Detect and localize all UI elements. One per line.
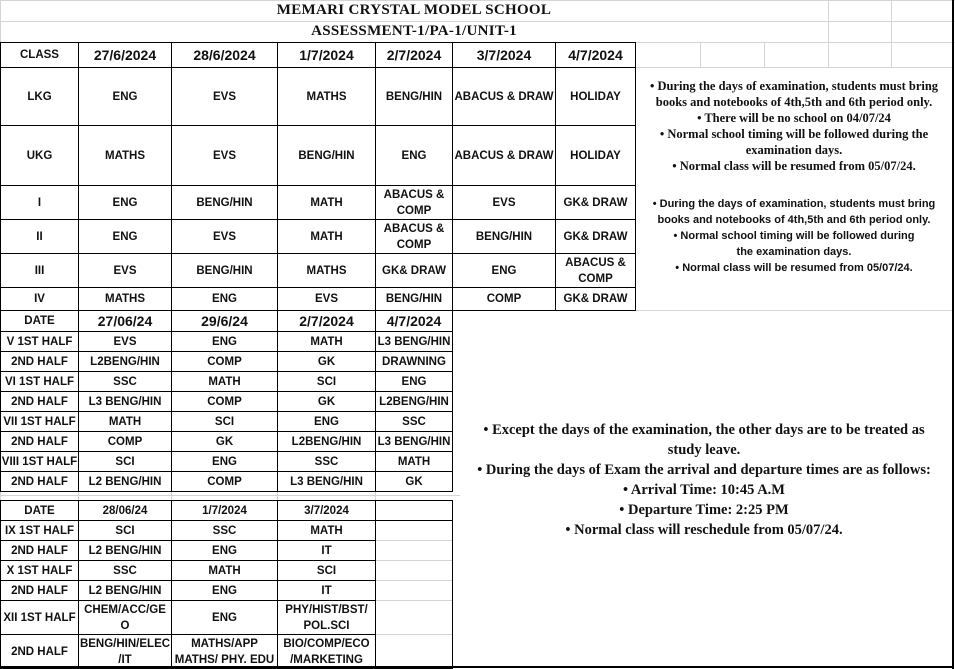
gridline <box>78 491 79 500</box>
subject-cell: MATH <box>78 411 172 432</box>
subject-cell: ENG <box>375 371 453 392</box>
notes-box-border <box>452 520 453 668</box>
notes-primary <box>636 190 952 286</box>
subject-cell: BENG/HIN <box>375 287 453 311</box>
subject-cell: BENG/HIN <box>171 185 278 220</box>
class-label: LKG <box>0 67 79 126</box>
subject-cell: ENG <box>277 411 376 432</box>
subject-cell: L2 BENG/HIN <box>78 540 172 561</box>
subject-cell: GK <box>171 431 278 452</box>
subject-cell: L2BENG/HIN <box>78 351 172 372</box>
class-half-label: V 1ST HALF <box>0 331 79 352</box>
subject-cell: MATHS <box>78 125 172 186</box>
subject-cell: EVS <box>78 331 172 352</box>
class-half-label: 2ND HALF <box>0 351 79 372</box>
subject-cell: BENG/HIN <box>452 219 556 254</box>
subject-cell: ABACUS & COMP <box>555 253 636 288</box>
empty-cell <box>375 500 453 521</box>
class-half-label: VI 1ST HALF <box>0 371 79 392</box>
subject-cell: HOLIDAY <box>555 67 636 126</box>
gridline <box>891 0 892 42</box>
subject-cell: EVS <box>78 253 172 288</box>
subject-cell: ENG <box>375 125 453 186</box>
note-kg-4: • Normal class will be resumed from 05/07/24. <box>672 159 916 173</box>
subject-cell: PHY/HIST/BST/ POL.SCI <box>277 600 376 635</box>
date-header: 28/06/24 <box>78 500 172 521</box>
gridline <box>828 42 829 67</box>
class-label: UKG <box>0 125 79 186</box>
date-header: 4/7/2024 <box>375 310 453 332</box>
subject-cell: GK <box>375 471 453 492</box>
subject-cell: L2 BENG/HIN <box>78 580 172 601</box>
class-half-label: 2ND HALF <box>0 391 79 412</box>
subject-cell: GK& DRAW <box>555 219 636 254</box>
subject-cell: EVS <box>171 67 278 126</box>
empty-column <box>375 520 453 669</box>
subject-cell: BENG/HIN <box>375 67 453 126</box>
note-senior-2: • During the days of Exam the arrival and departure times are as follows: <box>477 462 931 478</box>
subject-cell: MATH <box>277 185 376 220</box>
date-header: 29/6/24 <box>171 310 278 332</box>
subject-cell: SCI <box>277 371 376 392</box>
notes-bottom-border <box>372 666 954 668</box>
subject-cell: SSC <box>277 451 376 472</box>
notes-senior <box>456 412 952 548</box>
subject-cell: HOLIDAY <box>555 125 636 186</box>
class-label: II <box>0 219 79 254</box>
subject-cell: MATHS <box>277 253 376 288</box>
subject-cell: ENG <box>78 219 172 254</box>
subject-cell: SSC <box>375 411 453 432</box>
gridline <box>764 42 765 67</box>
subject-cell: SSC <box>171 520 278 541</box>
class-label: III <box>0 253 79 288</box>
gridline <box>171 491 172 500</box>
subject-cell: EVS <box>171 125 278 186</box>
date-header: 28/6/2024 <box>171 42 278 68</box>
gridline <box>0 21 955 22</box>
subject-cell: MATHS <box>277 67 376 126</box>
subject-cell: MATH <box>277 331 376 352</box>
gridline <box>376 580 452 581</box>
date-header: 1/7/2024 <box>277 42 376 68</box>
class-half-label: 2ND HALF <box>0 634 79 669</box>
subject-cell: ENG <box>171 287 278 311</box>
subject-cell: ENG <box>171 600 278 635</box>
subject-cell: MATHS/APP MATHS/ PHY. EDU <box>171 634 278 669</box>
subject-cell: MATH <box>375 451 453 472</box>
subject-cell: GK& DRAW <box>375 253 453 288</box>
subject-cell: SSC <box>78 560 172 581</box>
class-label: IV <box>0 287 79 311</box>
subject-cell: MATH <box>277 520 376 541</box>
class-half-label: X 1ST HALF <box>0 560 79 581</box>
gridline <box>376 634 452 635</box>
subject-cell: EVS <box>171 219 278 254</box>
date-label: DATE <box>0 500 79 521</box>
gridline <box>277 491 278 500</box>
subject-cell: ABACUS & COMP <box>375 185 453 220</box>
date-label: DATE <box>0 310 79 332</box>
assessment-title: ASSESSMENT-1/PA-1/UNIT-1 <box>311 23 517 39</box>
gridline <box>376 560 452 561</box>
subject-cell: BENG/HIN <box>277 125 376 186</box>
class-half-label: IX 1ST HALF <box>0 520 79 541</box>
note-primary-2: • Normal school timing will be followed during the examination days. <box>673 230 915 258</box>
date-header: 1/7/2024 <box>171 500 278 521</box>
subject-cell: ABACUS & COMP <box>375 219 453 254</box>
date-header: 2/7/2024 <box>375 42 453 68</box>
subject-cell: GK& DRAW <box>555 185 636 220</box>
subject-cell: SSC <box>78 371 172 392</box>
date-header: 3/7/2024 <box>277 500 376 521</box>
page-right-border <box>952 0 954 669</box>
subject-cell: SCI <box>171 411 278 432</box>
gridline <box>376 540 452 541</box>
gridline <box>376 600 452 601</box>
note-senior-3: • Arrival Time: 10:45 A.M <box>622 482 785 498</box>
subject-cell: BENG/HIN <box>171 253 278 288</box>
subject-cell: BENG/HIN/ELEC /IT <box>78 634 172 669</box>
subject-cell: IT <box>277 540 376 561</box>
class-half-label: XII 1ST HALF <box>0 600 79 635</box>
date-header: 3/7/2024 <box>452 42 556 68</box>
gridline <box>0 495 460 496</box>
subject-cell: ENG <box>78 185 172 220</box>
subject-cell: SCI <box>78 520 172 541</box>
note-kg-2: • There will be no school on 04/07/24 <box>697 111 891 125</box>
class-half-label: VII 1ST HALF <box>0 411 79 432</box>
gridline <box>828 0 829 42</box>
school-name: MEMARI CRYSTAL MODEL SCHOOL <box>276 2 552 18</box>
class-half-label: 2ND HALF <box>0 580 79 601</box>
class-header: CLASS <box>0 42 79 68</box>
subject-cell: ENG <box>78 67 172 126</box>
subject-cell: ENG <box>171 540 278 561</box>
subject-cell: EVS <box>452 185 556 220</box>
subject-cell: MATHS <box>78 287 172 311</box>
note-senior-1: • Except the days of the examination, the other days are to be treated as study leave. <box>483 422 925 458</box>
subject-cell: L3 BENG/HIN <box>78 391 172 412</box>
subject-cell: L2BENG/HIN <box>375 391 453 412</box>
gridline <box>0 0 955 1</box>
subject-cell: COMP <box>78 431 172 452</box>
subject-cell: GK <box>277 351 376 372</box>
subject-cell: COMP <box>452 287 556 311</box>
gridline <box>891 42 892 67</box>
subject-cell: GK& DRAW <box>555 287 636 311</box>
subject-cell: ENG <box>171 451 278 472</box>
subject-cell: L2 BENG/HIN <box>78 471 172 492</box>
note-primary-3: • Normal class will be resumed from 05/07/24. <box>675 262 913 274</box>
class-half-label: VIII 1ST HALF <box>0 451 79 472</box>
subject-cell: GK <box>277 391 376 412</box>
note-kg-3: • Normal school timing will be followed during the examination days. <box>659 127 929 157</box>
subject-cell: COMP <box>171 351 278 372</box>
gridline <box>700 42 701 67</box>
subject-cell: SCI <box>277 560 376 581</box>
subject-cell: L3 BENG/HIN <box>375 331 453 352</box>
gridline <box>375 491 376 500</box>
subject-cell: L2BENG/HIN <box>277 431 376 452</box>
subject-cell: L3 BENG/HIN <box>375 431 453 452</box>
class-half-label: 2ND HALF <box>0 540 79 561</box>
subject-cell: MATH <box>277 219 376 254</box>
subject-cell: DRAWNING <box>375 351 453 372</box>
date-header: 27/06/24 <box>78 310 172 332</box>
subject-cell: ABACUS & DRAW <box>452 125 556 186</box>
subject-cell: EVS <box>277 287 376 311</box>
note-kg-1: • During the days of examination, students must bring books and notebooks of 4th,5th and 6th period only. <box>649 79 939 109</box>
notes-kg <box>636 67 952 185</box>
date-header: 4/7/2024 <box>555 42 636 68</box>
subject-cell: COMP <box>171 391 278 412</box>
class-half-label: 2ND HALF <box>0 471 79 492</box>
note-senior-5: • Normal class will reschedule from 05/07/24. <box>565 522 843 538</box>
subject-cell: L3 BENG/HIN <box>277 471 376 492</box>
subject-cell: CHEM/ACC/GE O <box>78 600 172 635</box>
note-senior-4: • Departure Time: 2:25 PM <box>619 502 789 518</box>
subject-cell: SCI <box>78 451 172 472</box>
subject-cell: ABACUS & DRAW <box>452 67 556 126</box>
date-header: 2/7/2024 <box>277 310 376 332</box>
subject-cell: ENG <box>171 331 278 352</box>
class-label: I <box>0 185 79 220</box>
note-primary-1: • During the days of examination, students must bring books and notebooks of 4th,5th and 6th period only. <box>652 198 936 226</box>
subject-cell: IT <box>277 580 376 601</box>
subject-cell: BIO/COMP/ECO /MARKETING <box>277 634 376 669</box>
subject-cell: COMP <box>171 471 278 492</box>
date-header: 27/6/2024 <box>78 42 172 68</box>
subject-cell: ENG <box>452 253 556 288</box>
class-half-label: 2ND HALF <box>0 431 79 452</box>
subject-cell: ENG <box>171 580 278 601</box>
subject-cell: MATH <box>171 560 278 581</box>
notes-box-border <box>452 310 453 491</box>
subject-cell: MATH <box>171 371 278 392</box>
